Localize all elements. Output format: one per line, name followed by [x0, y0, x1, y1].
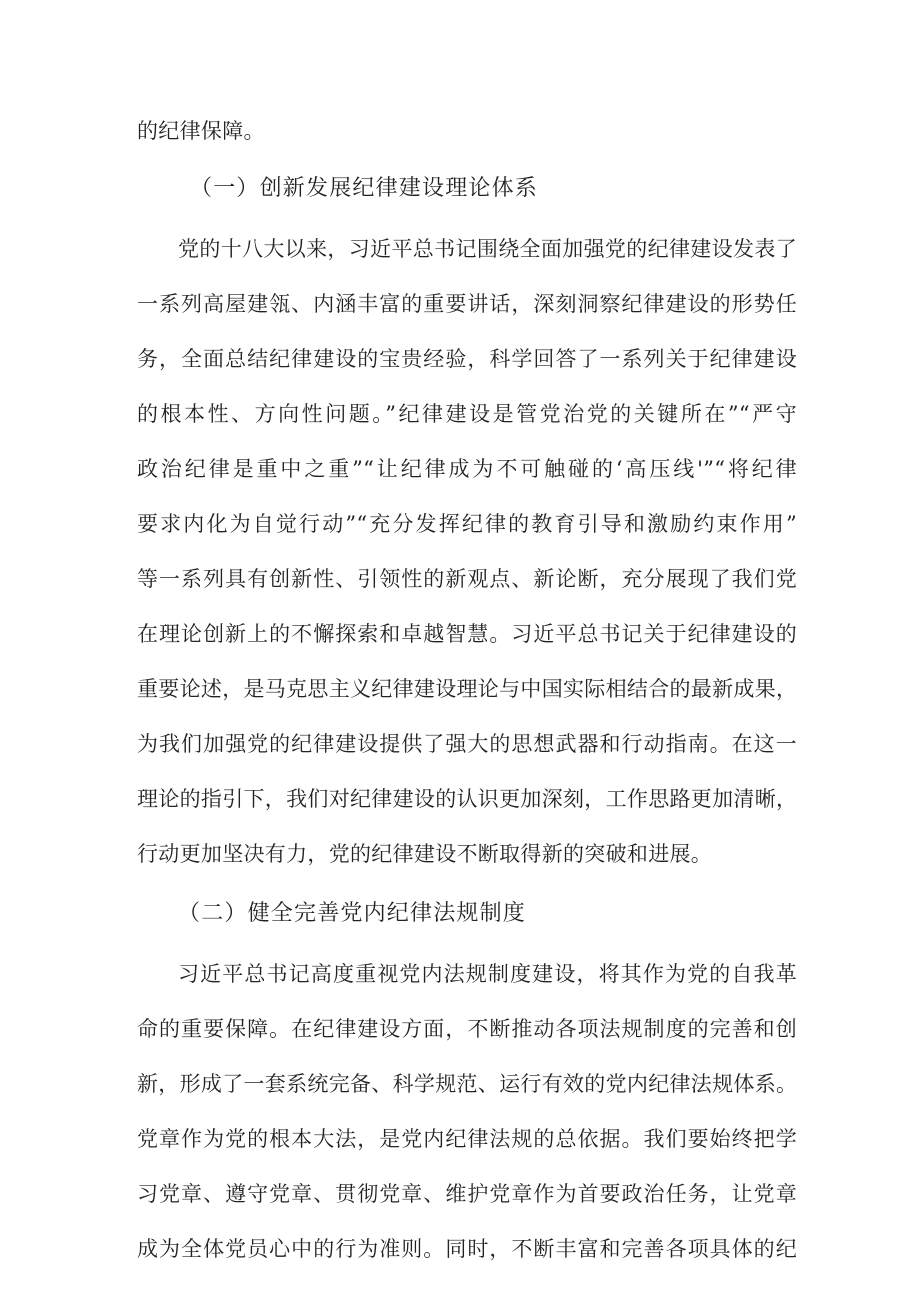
paragraph-line: 理论的指引下，我们对纪律建设的认识更加深刻，工作思路更加清晰，: [137, 787, 798, 811]
paragraph-line: 行动更加坚决有力，党的纪律建设不断取得新的突破和进展。: [137, 842, 713, 866]
paragraph-line: 重要论述，是马克思主义纪律建设理论与中国实际相结合的最新成果，: [137, 677, 798, 701]
section-heading-2: （二）健全完善党内纪律法规制度: [178, 901, 527, 926]
paragraph-line: 党的十八大以来，习近平总书记围绕全面加强党的纪律建设发表了: [178, 237, 797, 261]
paragraph-line: 的根本性、方向性问题。”纪律建设是管党治党的关键所在”“严守: [137, 402, 797, 426]
paragraph-line: 要求内化为自觉行动”“充分发挥纪律的教育引导和激励约束作用”: [137, 512, 797, 536]
paragraph-line: 习近平总书记高度重视党内法规制度建设，将其作为党的自我革: [178, 962, 797, 986]
paragraph-line: 命的重要保障。在纪律建设方面，不断推动各项法规制度的完善和创: [137, 1017, 797, 1041]
paragraph-line: 的纪律保障。: [137, 119, 265, 143]
paragraph-line: 政治纪律是重中之重”“让纪律成为不可触碰的‘高压线'”“将纪律: [137, 457, 797, 481]
paragraph-line: 为我们加强党的纪律建设提供了强大的思想武器和行动指南。在这一: [137, 732, 797, 756]
section-heading-1: （一）创新发展纪律建设理论体系: [190, 176, 539, 201]
paragraph-line: 党章作为党的根本大法，是党内纪律法规的总依据。我们要始终把学: [137, 1127, 797, 1151]
paragraph-line: 一系列高屋建瓴、内涵丰富的重要讲话，深刻洞察纪律建设的形势任: [137, 292, 797, 316]
paragraph-line: 等一系列具有创新性、引领性的新观点、新论断，充分展现了我们党: [137, 567, 797, 591]
paragraph-line: 在理论创新上的不懈探索和卓越智慧。习近平总书记关于纪律建设的: [137, 622, 797, 646]
paragraph-line: 新，形成了一套系统完备、科学规范、运行有效的党内纪律法规体系。: [137, 1072, 798, 1096]
paragraph-line: 务，全面总结纪律建设的宝贵经验，科学回答了一系列关于纪律建设: [137, 347, 797, 371]
paragraph-line: 成为全体党员心中的行为准则。同时，不断丰富和完善各项具体的纪: [137, 1237, 797, 1261]
paragraph-line: 习党章、遵守党章、贯彻党章、维护党章作为首要政治任务，让党章: [137, 1182, 797, 1206]
